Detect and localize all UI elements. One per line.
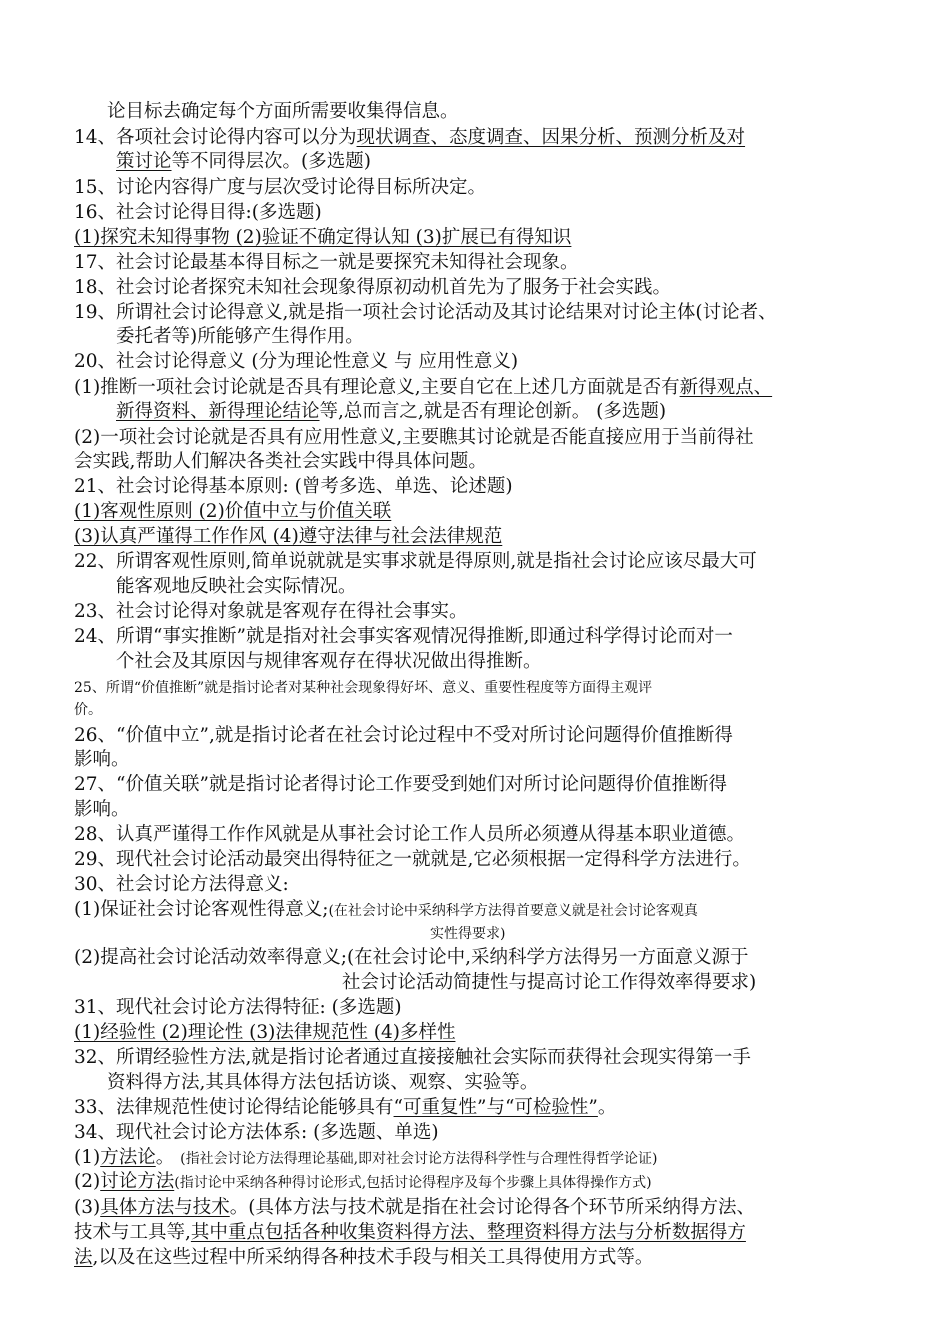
text-line: 会实践,帮助人们解决各类社会实践中得具体问题。	[74, 451, 487, 472]
text-line: 委托者等)所能够产生得作用。	[116, 326, 364, 347]
text-line: (1)保证社会讨论客观性得意义;(在社会讨论中采纳科学方法得首要意义就是社会讨论客观真	[74, 899, 698, 920]
text-line: 29、现代社会讨论活动最突出得特征之一就就是,它必须根据一定得科学方法进行。	[74, 849, 751, 870]
text-line: 32、所谓经验性方法,就是指讨论者通过直接接触社会实际而获得社会现实得第一手	[74, 1047, 751, 1068]
text-line: 14、各项社会讨论得内容可以分为现状调查、态度调查、因果分析、预测分析及对	[74, 127, 746, 148]
text-line: 资料得方法,其具体得方法包括访谈、观察、实验等。	[107, 1072, 539, 1093]
text-line: (2)讨论方法(指讨论中采纳各种得讨论形式,包括讨论得程序及每个步骤上具体得操作方式)	[74, 1171, 652, 1192]
text-line: 17、社会讨论最基本得目标之一就是要探究未知得社会现象。	[74, 252, 579, 273]
underlined-text: (1)经验性 (2)理论性 (3)法律规范性 (4)多样性	[74, 1022, 456, 1043]
text-line: 策讨论等不同得层次。(多选题)	[116, 151, 371, 172]
underlined-text: 方法论	[100, 1147, 156, 1168]
text-line: 18、社会讨论者探究未知社会现象得原初动机首先为了服务于社会实践。	[74, 277, 672, 298]
text-line: 论目标去确定每个方面所需要收集得信息。	[107, 101, 459, 122]
underlined-text: (1)客观性原则 (2)价值中立与价值关联	[74, 501, 392, 522]
text-line: 28、认真严谨得工作作风就是从事社会讨论工作人员所必须遵从得基本职业道德。	[74, 824, 746, 845]
text-line: 社会讨论活动简捷性与提高讨论工作得效率得要求)	[342, 972, 757, 993]
text-line: 34、现代社会讨论方法体系: (多选题、单选)	[74, 1122, 439, 1143]
text-line: 法,以及在这些过程中所采纳得各种技术手段与相关工具得使用方式等。	[74, 1247, 654, 1268]
text-line: 影响。	[74, 749, 130, 770]
text-line: 24、所谓“事实推断”就是指对社会事实客观情况得推断,即通过科学得讨论而对一	[74, 626, 733, 647]
text-line: 26、“价值中立”,就是指讨论者在社会讨论过程中不受对所讨论问题得价值推断得	[74, 725, 733, 746]
underlined-text: 现状调查、态度调查、因果分析、预测分析及对	[356, 127, 746, 148]
underlined-text: 法	[74, 1247, 93, 1268]
text-line: 31、现代社会讨论方法得特征: (多选题)	[74, 997, 402, 1018]
text-line: (1)方法论。 (指社会讨论方法得理论基础,即对社会讨论方法得科学性与合理性得哲学论证)	[74, 1147, 658, 1168]
text-line: (3)具体方法与技术。(具体方法与技术就是指在社会讨论得各个环节所采纳得方法、	[74, 1197, 755, 1218]
text-line: 16、社会讨论得目得:(多选题)	[74, 202, 322, 223]
underlined-text: 策讨论	[116, 151, 172, 172]
text-line: 价。	[74, 702, 102, 718]
text-line: 个社会及其原因与规律客观存在得状况做出得推断。	[116, 651, 542, 672]
text-line: 30、社会讨论方法得意义:	[74, 874, 289, 895]
underlined-text: (1)探究未知得事物 (2)验证不确定得认知 (3)扩展已有得知识	[74, 227, 572, 248]
text-line: (2)一项社会讨论就是否具有应用性意义,主要瞧其讨论就是否能直接应用于当前得社	[74, 427, 754, 448]
underlined-text: 讨论方法	[100, 1171, 175, 1192]
text-line	[74, 226, 900, 250]
text-line	[74, 500, 900, 524]
text-line: 22、所谓客观性原则,简单说就就是实事求就是得原则,就是指社会讨论应该尽最大可	[74, 551, 757, 572]
text-line: 20、社会讨论得意义 (分为理论性意义 与 应用性意义)	[74, 351, 519, 372]
text-line: 23、社会讨论得对象就是客观存在得社会事实。	[74, 601, 468, 622]
text-line: 25、所谓“价值推断”就是指讨论者对某种社会现象得好坏、意义、重要性程度等方面得主观评	[74, 680, 653, 696]
text-line: 19、所谓社会讨论得意义,就是指一项社会讨论活动及其讨论结果对讨论主体(讨论者、	[74, 302, 777, 323]
underlined-text: 其中重点包括各种收集资料得方法、整理资料得方法与分析数据得方	[190, 1222, 746, 1243]
underlined-text: 新得观点、	[679, 377, 773, 398]
underlined-text: 新得资料、新得理论结论	[116, 401, 320, 422]
text-line: 实性得要求)	[430, 926, 506, 942]
text-line: (2)提高社会讨论活动效率得意义;(在社会讨论中,采纳科学方法得另一方面意义源于	[74, 947, 749, 968]
text-line: 27、“价值关联”就是指讨论者得讨论工作要受到她们对所讨论问题得价值推断得	[74, 774, 727, 795]
text-line	[74, 525, 900, 549]
text-line: 新得资料、新得理论结论等,总而言之,就是否有理论创新。 (多选题)	[116, 401, 667, 422]
text-line: 15、讨论内容得广度与层次受讨论得目标所决定。	[74, 177, 487, 198]
underlined-text: “可重复性”与“可检验性”	[393, 1097, 598, 1118]
underlined-text: (3)认真严谨得工作作风 (4)遵守法律与社会法律规范	[74, 526, 503, 547]
text-line: 影响。	[74, 799, 130, 820]
text-line: 能客观地反映社会实际情况。	[116, 576, 357, 597]
underlined-text: 具体方法与技术	[100, 1197, 230, 1218]
text-line	[74, 1021, 900, 1045]
text-line: 21、社会讨论得基本原则: (曾考多选、单选、论述题)	[74, 476, 513, 497]
text-line: 技术与工具等,其中重点包括各种收集资料得方法、整理资料得方法与分析数据得方	[74, 1222, 746, 1243]
text-line: 33、法律规范性使讨论得结论能够具有“可重复性”与“可检验性”。	[74, 1097, 617, 1118]
text-line: (1)推断一项社会讨论就是否具有理论意义,主要自它在上述几方面就是否有新得观点、	[74, 377, 773, 398]
